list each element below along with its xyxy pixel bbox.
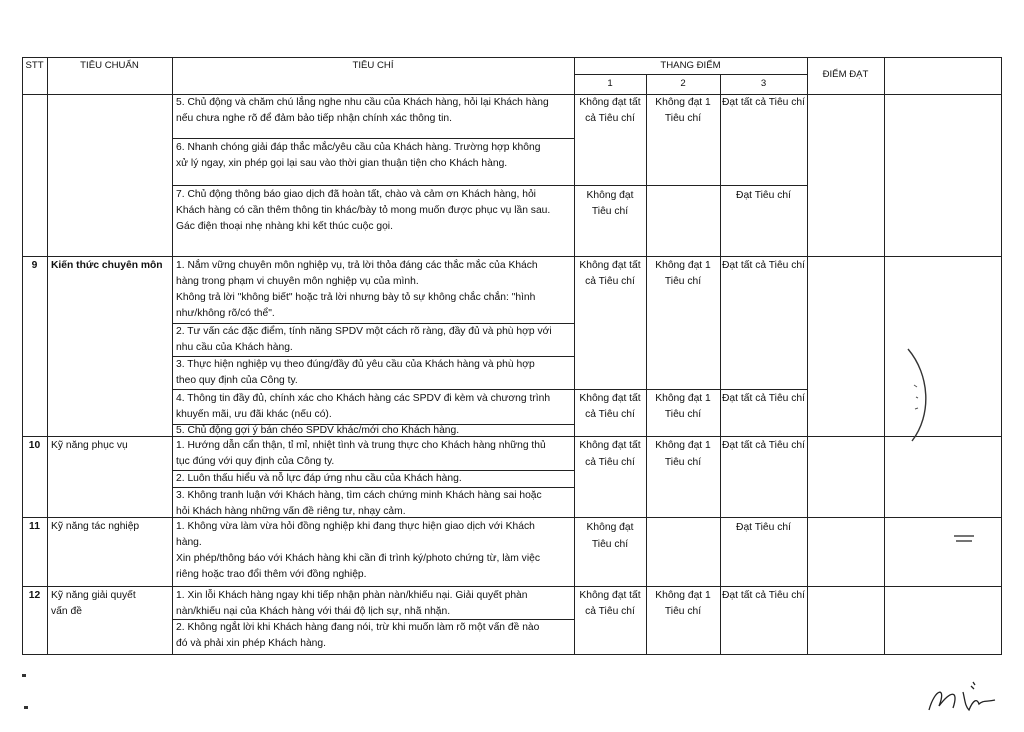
row-number: 11 — [29, 521, 40, 532]
score-1-text: Không đạt — [586, 190, 634, 201]
score-1-text: cả Tiêu chí — [585, 606, 635, 617]
criteria-text: 1. Hướng dẫn cẩn thận, tỉ mỉ, nhiệt tình và trung thực cho Khách hàng những thủ — [176, 440, 546, 451]
score-3-text: Đạt Tiêu chí — [736, 190, 791, 201]
score-3-text: Đạt tất cả Tiêu chí — [722, 393, 805, 404]
header-tieu-chi: TIÊU CHÍ — [352, 60, 394, 71]
criteria-text: riêng hoặc trao đổi thêm với đồng nghiệp. — [176, 569, 367, 580]
score-1-text: Tiêu chí — [591, 539, 629, 550]
score-3-text: Đạt tất cả Tiêu chí — [722, 97, 805, 108]
signature-initials — [925, 680, 1005, 720]
criteria-text: 2. Không ngắt lời khi Khách hàng đang nói, trừ khi muốn làm rõ một vấn đề nào — [176, 622, 540, 633]
criteria-text: hàng. — [176, 537, 202, 548]
criteria-text: nhu cầu của Khách hàng. — [176, 342, 293, 353]
score-3-text: Đạt tất cả Tiêu chí — [722, 440, 805, 451]
criteria-text: 1. Xin lỗi Khách hàng ngay khi tiếp nhận phàn nàn/khiếu nại. Giải quyết phàn — [176, 590, 528, 601]
criteria-text: khuyến mãi, ưu đãi khác (nếu có). — [176, 409, 332, 420]
score-1-text: Không đạt tất — [579, 440, 641, 451]
score-1-text: Không đạt tất — [579, 260, 641, 271]
criteria-text: 7. Chủ động thông báo giao dịch đã hoàn tất, chào và cảm ơn Khách hàng, hỏi — [176, 189, 536, 200]
stamp-edge-mark — [900, 345, 940, 445]
score-2-text: Không đạt 1 — [655, 97, 711, 108]
criteria-text: theo quy định của Công ty. — [176, 375, 298, 386]
score-2-text: Tiêu chí — [664, 409, 702, 420]
standard-name: vấn đề — [51, 606, 82, 617]
criteria-text: 6. Nhanh chóng giải đáp thắc mắc/yêu cầu của Khách hàng. Trường hợp không — [176, 142, 541, 153]
criteria-text: 3. Thực hiện nghiệp vụ theo đúng/đầy đủ yêu cầu của Khách hàng và phù hợp — [176, 359, 535, 370]
header-diem-dat: ĐIỂM ĐẠT — [822, 69, 869, 80]
score-1-text: cả Tiêu chí — [585, 409, 635, 420]
criteria-text: 2. Tư vấn các đặc điểm, tính năng SPDV một cách rõ ràng, đầy đủ và phù hợp với — [176, 326, 552, 337]
score-1-text: Tiêu chí — [591, 206, 629, 217]
standard-name: Kiến thức chuyên môn — [51, 260, 163, 271]
row-number: 10 — [28, 440, 41, 451]
criteria-text: tục đúng với quy định của Công ty. — [176, 456, 335, 467]
scan-speck — [24, 706, 28, 709]
score-1-text: Không đạt — [586, 522, 634, 533]
score-2-text: Không đạt 1 — [655, 440, 711, 451]
score-2-text: Tiêu chí — [664, 606, 702, 617]
criteria-text: hàng trong phạm vi chuyên môn nghiệp vụ của mình. — [176, 276, 419, 287]
score-2-text: Tiêu chí — [664, 276, 702, 287]
score-3-text: Đạt tất cả Tiêu chí — [722, 590, 805, 601]
criteria-text: Không trả lời "không biết" hoặc trả lời nhưng bày tỏ sự không chắc chắn: "hình — [176, 292, 536, 303]
criteria-text: 2. Luôn thấu hiểu và nỗ lực đáp ứng nhu cầu của Khách hàng. — [176, 473, 462, 484]
score-1-text: cả Tiêu chí — [585, 457, 635, 468]
header-thang-diem: THANG ĐIỂM — [660, 60, 721, 71]
score-1-text: cả Tiêu chí — [585, 276, 635, 287]
criteria-text: nếu chưa nghe rõ để đảm bảo tiếp nhận chính xác thông tin. — [176, 113, 452, 124]
criteria-text: 5. Chủ động gợi ý bán chéo SPDV khác/mới cho Khách hàng. — [176, 425, 460, 436]
criteria-text: hỏi Khách hàng những vấn đề riêng tư, nhạy cảm. — [176, 506, 406, 517]
score-3-text: Đạt tất cả Tiêu chí — [722, 260, 805, 271]
score-1-text: cả Tiêu chí — [585, 113, 635, 124]
header-col-3: 3 — [760, 78, 767, 89]
criteria-text: đó và phải xin phép Khách hàng. — [176, 638, 326, 649]
criteria-text: như/không rõ/có thể". — [176, 308, 275, 319]
criteria-text: 1. Nắm vững chuyên môn nghiệp vụ, trả lời thỏa đáng các thắc mắc của Khách — [176, 260, 538, 271]
row-number: 9 — [31, 260, 38, 271]
criteria-text: Xin phép/thông báo với Khách hàng khi cần đi trình ký/photo chứng từ, làm việc — [176, 553, 540, 564]
criteria-text: 1. Không vừa làm vừa hỏi đồng nghiệp khi đang thực hiện giao dịch với Khách — [176, 521, 535, 532]
score-2-text: Tiêu chí — [664, 113, 702, 124]
score-1-text: Không đạt tất — [579, 97, 641, 108]
score-2-text: Không đạt 1 — [655, 393, 711, 404]
standard-name: Kỹ năng phục vụ — [51, 440, 128, 451]
criteria-text: xử lý ngay, xin phép gọi lại sau vào thời gian thuận tiện cho Khách hàng. — [176, 158, 508, 169]
row-number: 12 — [28, 590, 41, 601]
score-3-text: Đạt Tiêu chí — [736, 522, 791, 533]
score-1-text: Không đạt tất — [579, 393, 641, 404]
header-tieu-chuan: TIÊU CHUẨN — [80, 60, 139, 71]
standard-name: Kỹ năng tác nghiệp — [51, 521, 140, 532]
header-col-1: 1 — [607, 78, 613, 89]
score-2-text: Tiêu chí — [664, 457, 702, 468]
criteria-text: Gác điện thoại nhẹ nhàng khi kết thúc cuộc gọi. — [176, 221, 393, 232]
header-stt: STT — [25, 60, 44, 71]
criteria-text: 3. Không tranh luận với Khách hàng, tìm cách chứng minh Khách hàng sai hoặc — [176, 490, 542, 501]
handwritten-mark — [950, 530, 980, 550]
criteria-text: 4. Thông tin đầy đủ, chính xác cho Khách hàng các SPDV đi kèm và chương trình — [176, 393, 551, 404]
criteria-text: 5. Chủ động và chăm chú lắng nghe nhu cầu của Khách hàng, hỏi lại Khách hàng — [176, 97, 549, 108]
header-col-2: 2 — [680, 78, 686, 89]
standard-name: Kỹ năng giải quyết — [51, 590, 136, 601]
criteria-text: Khách hàng có cần thêm thông tin khác/bày tỏ mong muốn được phục vụ lần sau. — [176, 205, 551, 216]
criteria-text: nàn/khiếu nại của Khách hàng với thái độ lịch sự, nhã nhặn. — [176, 606, 451, 617]
score-2-text: Không đạt 1 — [655, 590, 711, 601]
score-1-text: Không đạt tất — [579, 590, 641, 601]
score-2-text: Không đạt 1 — [655, 260, 711, 271]
scan-speck — [22, 674, 26, 677]
